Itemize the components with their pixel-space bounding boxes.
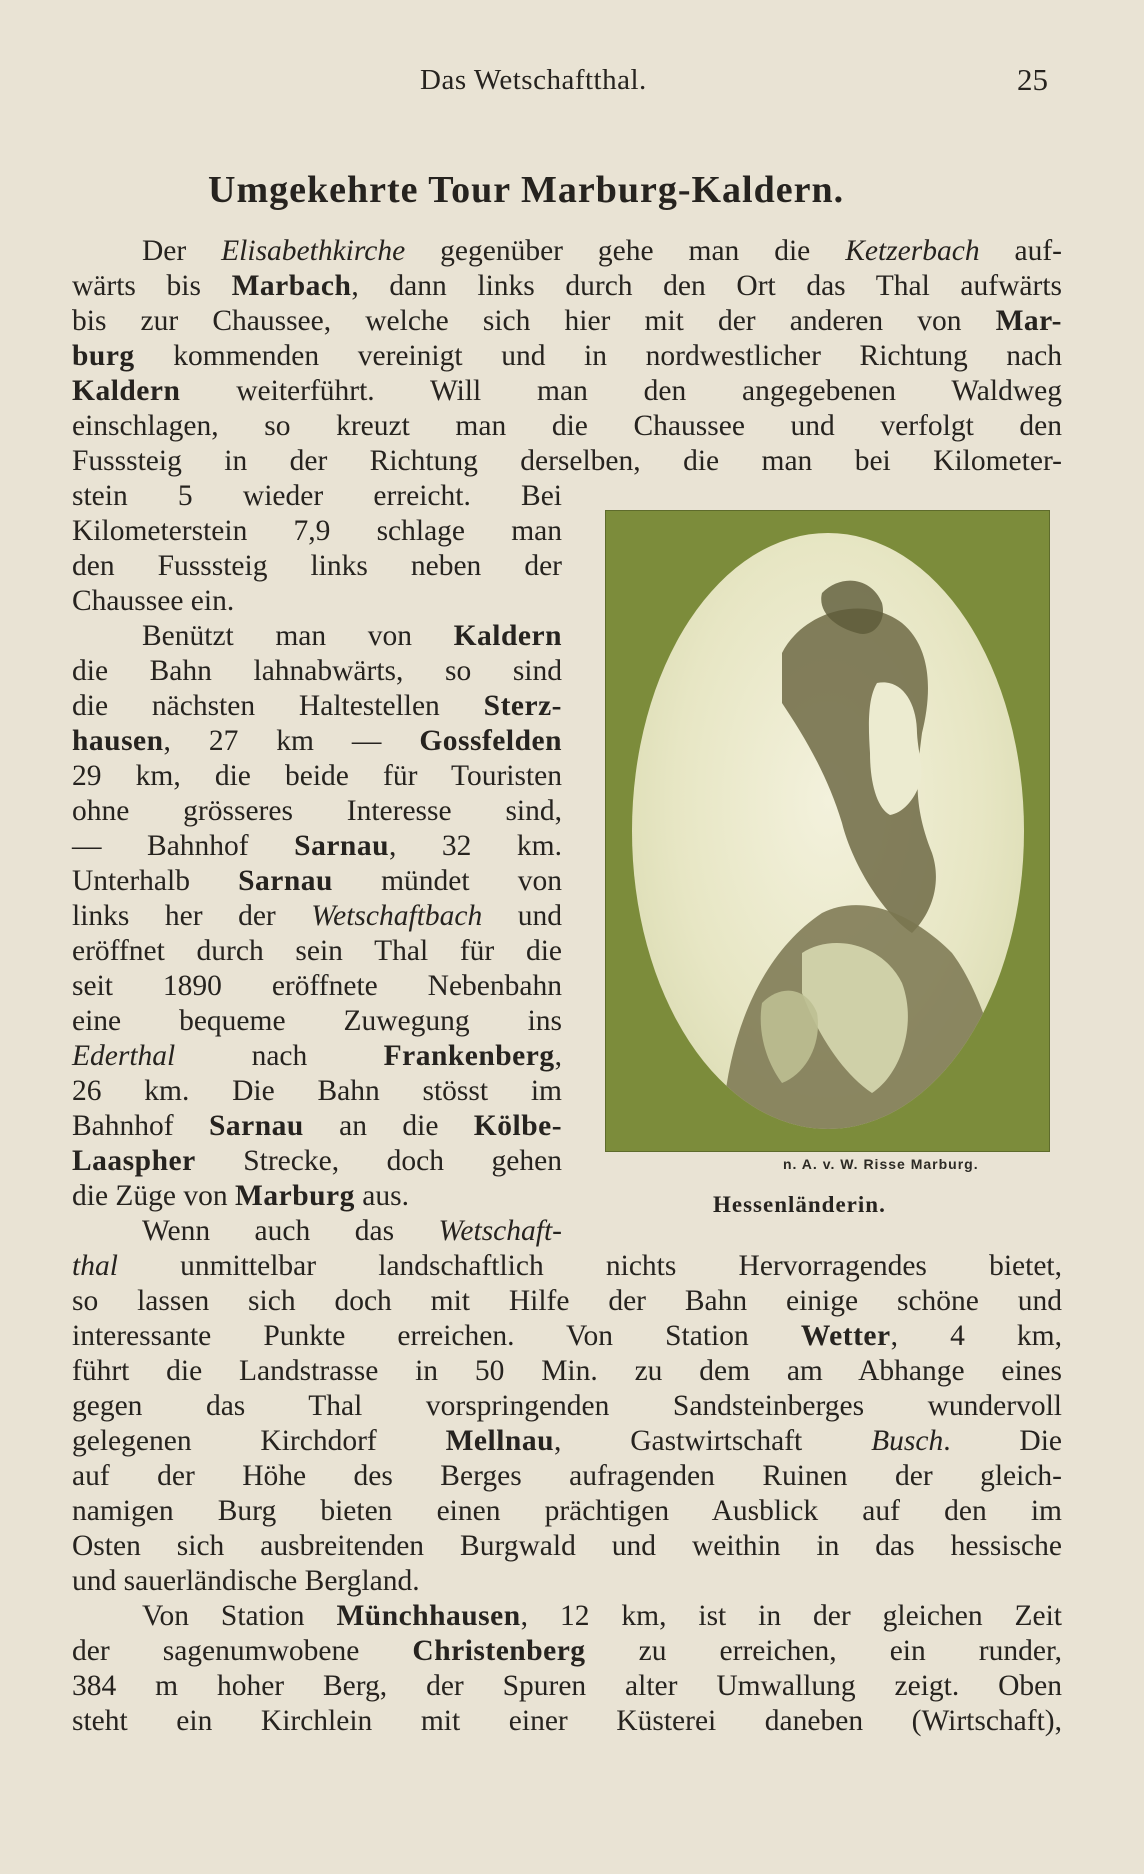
text-line: Unterhalb Sarnau mündet von [72,865,562,897]
text-line: Der Elisabethkirche gegenüber gehe man die Ketzerbach auf- [142,235,1062,267]
text-line: 26 km. Die Bahn stösst im [72,1075,562,1107]
text-line: Von Station Münchhausen, 12 km, ist in der gleichen Zeit [142,1600,1062,1632]
text-line: Chaussee ein. [72,585,235,617]
text-line: gegen das Thal vorspringenden Sandsteinberges wundervoll [72,1390,1062,1422]
text-line: die Bahn lahnabwärts, so sind [72,655,562,687]
text-line: seit 1890 eröffnete Nebenbahn [72,970,562,1002]
text-line: die Züge von Marburg aus. [72,1180,409,1212]
text-line: 384 m hoher Berg, der Spuren alter Umwallung zeigt. Oben [72,1670,1062,1702]
text-line: Fusssteig in der Richtung derselben, die man bei Kilometer- [72,445,1062,477]
text-line: gelegenen Kirchdorf Mellnau, Gastwirtschaft Busch. Die [72,1425,1063,1457]
portrait-oval [632,533,1024,1129]
text-line: auf der Höhe des Berges aufragenden Ruinen der gleich- [72,1460,1062,1492]
text-line: Ederthal nach Frankenberg, [72,1040,562,1072]
text-line: den Fusssteig links neben der [72,550,562,582]
running-head: Das Wetschaftthal. [420,64,647,96]
text-line: Benützt man von Kaldern [142,620,562,652]
text-line: führt die Landstrasse in 50 Min. zu dem am Abhange eines [72,1355,1062,1387]
woman-portrait-illustration [632,533,1024,1129]
text-line: und sauerländische Bergland. [72,1565,420,1597]
text-line: Bahnhof Sarnau an die Kölbe- [72,1110,563,1142]
text-line: namigen Burg bieten einen prächtigen Ausblick auf den im [72,1495,1062,1527]
text-line: Osten sich ausbreitenden Burgwald und weithin in das hessische [72,1530,1062,1562]
text-line: bis zur Chaussee, welche sich hier mit der anderen von Mar- [72,305,1062,337]
text-line: der sagenumwobene Christenberg zu erreichen, ein runder, [72,1635,1062,1667]
text-line: interessante Punkte erreichen. Von Station Wetter, 4 km, [72,1320,1063,1352]
text-line: stein 5 wieder erreicht. Bei [72,480,562,512]
section-title: Umgekehrte Tour Marburg-Kaldern. [208,169,845,211]
text-line: steht ein Kirchlein mit einer Küsterei daneben (Wirtschaft), [72,1705,1062,1737]
photo-caption: Hessenländerin. [713,1192,886,1217]
text-line: Kilometerstein 7,9 schlage man [72,515,562,547]
text-line: — Bahnhof Sarnau, 32 km. [72,830,562,862]
text-line: einschlagen, so kreuzt man die Chaussee und verfolgt den [72,410,1062,442]
text-line: die nächsten Haltestellen Sterz- [72,690,562,722]
text-line: burg kommenden vereinigt und in nordwestlicher Richtung nach [72,340,1062,372]
photo-credit: n. A. v. W. Risse Marburg. [783,1156,979,1172]
text-line: eröffnet durch sein Thal für die [72,935,562,967]
text-line: wärts bis Marbach, dann links durch den Ort das Thal aufwärts [72,270,1062,302]
text-line: hausen, 27 km — Gossfelden [72,725,562,757]
text-line: Wenn auch das Wetschaft- [142,1215,562,1247]
text-line: ohne grösseres Interesse sind, [72,795,562,827]
text-line: links her der Wetschaftbach und [72,900,562,932]
text-line: so lassen sich doch mit Hilfe der Bahn einige schöne und [72,1285,1062,1317]
text-line: Laaspher Strecke, doch gehen [72,1145,562,1177]
text-line: eine bequeme Zuwegung ins [72,1005,562,1037]
text-line: thal unmittelbar landschaftlich nichts Hervorragendes bietet, [72,1250,1062,1282]
text-line: Kaldern weiterführt. Will man den angegebenen Waldweg [72,375,1062,407]
portrait-photo [605,510,1050,1152]
text-line: 29 km, die beide für Touristen [72,760,562,792]
page-number: 25 [1017,62,1048,97]
